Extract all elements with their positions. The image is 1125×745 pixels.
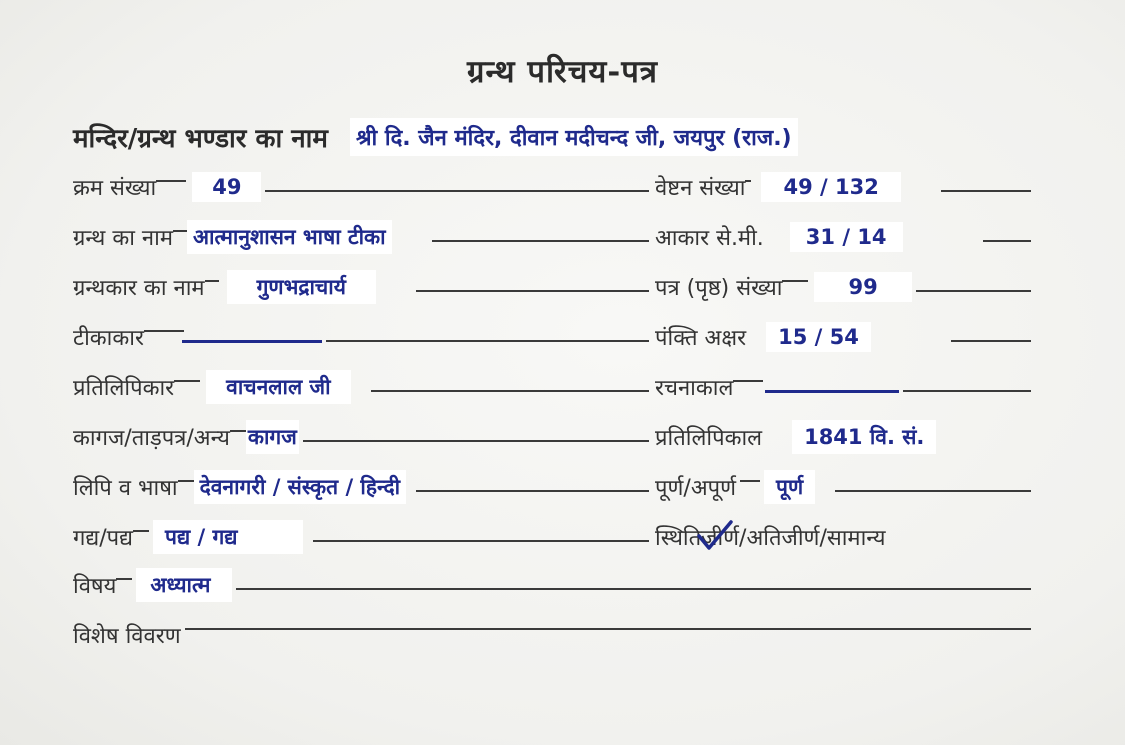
fill-line xyxy=(432,240,649,242)
row-pratilipikaar xyxy=(73,368,653,406)
lipi-bhasha-label: लिपि व भाषा xyxy=(73,476,178,501)
divider-line xyxy=(133,530,149,532)
gadya-padya-value[interactable]: पद्य / गद्य xyxy=(153,520,303,554)
row-pratilipikaal xyxy=(655,418,1035,456)
row-aakaar xyxy=(655,218,1035,256)
row-pankti-akshar xyxy=(655,318,1035,356)
granth-naam-value[interactable]: आत्मानुशासन भाषा टीका xyxy=(187,220,392,254)
fill-line xyxy=(265,190,649,192)
poorn-apoorn-value[interactable]: पूर्ण xyxy=(764,470,815,504)
divider-line xyxy=(144,330,184,332)
row-gadya-padya xyxy=(73,518,653,556)
pratilipikaal-value[interactable]: 1841 वि. सं. xyxy=(792,420,936,454)
sthiti-options[interactable]: जीर्ण/अतिजीर्ण/सामान्य xyxy=(701,526,886,551)
gadya-padya-label: गद्य/पद्य xyxy=(73,526,134,551)
fill-line xyxy=(835,490,1031,492)
bhandar-row xyxy=(73,115,1087,159)
vishay-value[interactable]: अध्यात्म xyxy=(136,568,232,602)
divider-line xyxy=(230,430,246,432)
vishay-label: विषय xyxy=(73,574,117,599)
divider-line xyxy=(733,380,763,382)
fill-line xyxy=(416,490,649,492)
granth-naam-label: ग्रन्थ का नाम xyxy=(73,226,173,251)
row-veshtan-sankhya xyxy=(655,168,1035,206)
veshtan-sankhya-value[interactable]: 49 / 132 xyxy=(761,172,900,202)
row-patra-sankhya xyxy=(655,268,1035,306)
patra-sankhya-value[interactable]: 99 xyxy=(814,272,911,302)
divider-line xyxy=(178,480,194,482)
vishesh-vivaran-label: विशेष विवरण xyxy=(73,624,181,649)
granthkaar-label: ग्रन्थकार का नाम xyxy=(73,276,205,301)
row-granth-naam xyxy=(73,218,653,256)
divider-line xyxy=(782,280,808,282)
patra-sankhya-label: पत्र (पृष्ठ) संख्या xyxy=(655,276,783,301)
row-vishesh-vivaran xyxy=(73,616,1035,654)
divider-line xyxy=(156,180,186,182)
fill-line xyxy=(313,540,649,542)
kram-sankhya-label: क्रम संख्या xyxy=(73,176,157,201)
row-rachnaakaal xyxy=(655,368,1035,406)
teekaakaar-label: टीकाकार xyxy=(73,326,144,351)
page-title: ग्रन्थ परिचय-पत्र xyxy=(467,54,658,90)
divider-line xyxy=(745,180,751,182)
rachnaakaal-blank-mark[interactable] xyxy=(765,390,899,393)
pankti-akshar-label: पंक्ति अक्षर xyxy=(655,326,747,351)
bhandar-value[interactable]: श्री दि. जैन मंदिर, दीवान मदीचन्द जी, जयपुर (राज.) xyxy=(350,118,798,156)
kram-sankhya-value[interactable]: 49 xyxy=(192,172,261,202)
row-poorn-apoorn xyxy=(655,468,1035,506)
lipi-bhasha-value[interactable]: देवनागरी / संस्कृत / हिन्दी xyxy=(194,470,407,504)
fill-line xyxy=(903,390,1031,392)
divider-line xyxy=(116,578,132,580)
checkmark-icon xyxy=(695,518,731,548)
fill-line xyxy=(371,390,649,392)
kaagaj-value[interactable]: कागज xyxy=(246,420,299,454)
fill-line xyxy=(303,440,649,442)
row-kram-sankhya xyxy=(73,168,653,206)
granthkaar-value[interactable]: गुणभद्राचार्य xyxy=(227,270,376,304)
divider-line xyxy=(173,230,187,232)
fill-line xyxy=(416,290,649,292)
divider-line xyxy=(174,380,200,382)
row-sthiti xyxy=(655,518,1035,556)
pratilipikaar-label: प्रतिलिपिकार xyxy=(73,376,175,401)
pankti-akshar-value[interactable]: 15 / 54 xyxy=(766,322,871,352)
sthiti-label: स्थिति xyxy=(655,526,702,551)
poorn-apoorn-label: पूर्ण/अपूर्ण xyxy=(655,476,737,501)
row-vishay xyxy=(73,566,1035,604)
veshtan-sankhya-label: वेष्टन संख्या xyxy=(655,176,746,201)
pratilipikaal-label: प्रतिलिपिकाल xyxy=(655,426,763,451)
bhandar-label: मन्दिर/ग्रन्थ भण्डार का नाम xyxy=(73,124,328,154)
row-kaagaj xyxy=(73,418,653,456)
divider-line xyxy=(205,280,219,282)
fill-line xyxy=(326,340,649,342)
fill-line xyxy=(916,290,1031,292)
teekaakaar-blank-mark[interactable] xyxy=(182,340,322,343)
fill-line xyxy=(941,190,1031,192)
fill-line xyxy=(951,340,1031,342)
aakaar-label: आकार से.मी. xyxy=(655,226,764,251)
rachnaakaal-label: रचनाकाल xyxy=(655,376,734,401)
row-teekaakaar xyxy=(73,318,653,356)
row-lipi-bhasha xyxy=(73,468,653,506)
pratilipikaar-value[interactable]: वाचनलाल जी xyxy=(206,370,350,404)
fill-line xyxy=(236,588,1031,590)
divider-line xyxy=(740,480,760,482)
kaagaj-label: कागज/ताड़पत्र/अन्य xyxy=(73,426,230,451)
row-granthkaar xyxy=(73,268,653,306)
fill-line xyxy=(983,240,1031,242)
aakaar-value[interactable]: 31 / 14 xyxy=(790,222,903,252)
fill-line xyxy=(185,628,1031,630)
